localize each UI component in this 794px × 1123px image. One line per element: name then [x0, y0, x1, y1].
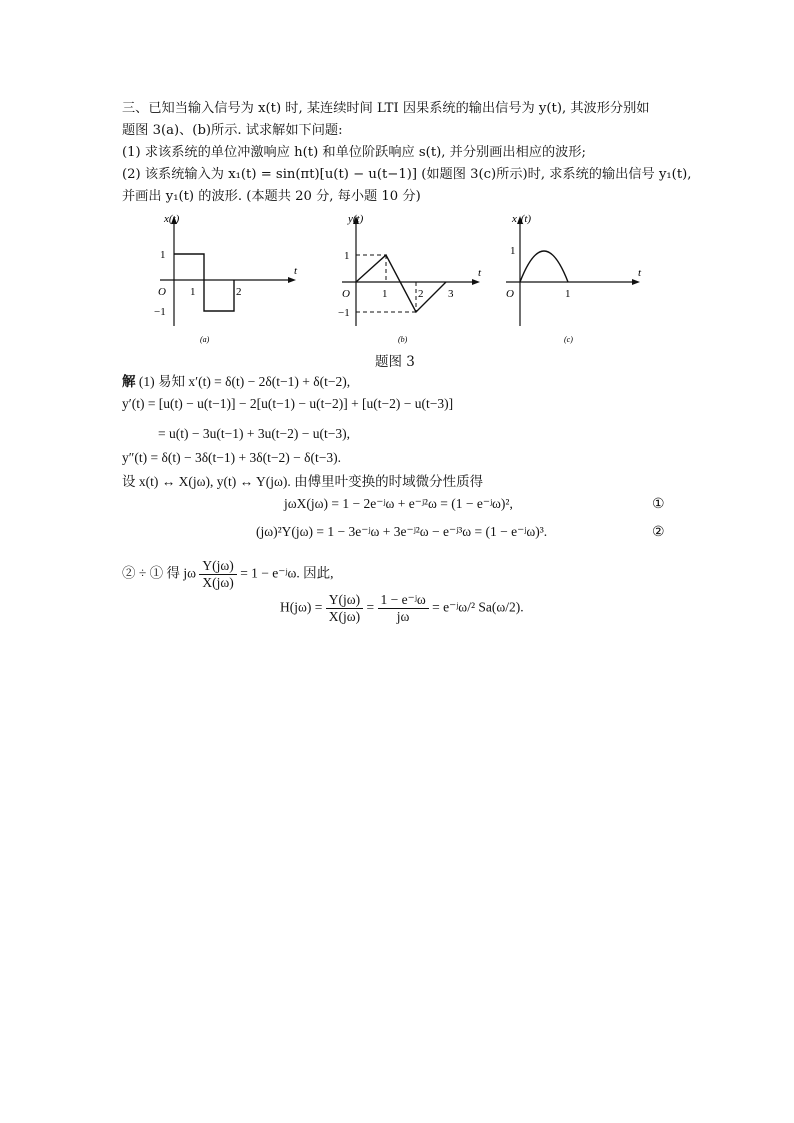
solution-eq8-fraction [199, 558, 236, 591]
figure-a-xtick-1: 1 [190, 286, 196, 298]
solution-eq9-fraction-2 [378, 592, 429, 625]
solution-eq1: (1) 易知 x′(t) = δ(t) − 2δ(t−1) + δ(t−2), [138, 374, 351, 389]
solution-eq8-numerator: Y(jω) [199, 558, 236, 575]
solution-eq2: y′(t) = [u(t) − u(t−1)] − 2[u(t−1) − u(t−2)] + [u(t−2) − u(t−3)] [122, 396, 454, 411]
solution-eq4: y″(t) = δ(t) − 3δ(t−1) + 3δ(t−2) − δ(t−3). [122, 450, 341, 465]
figure-b-ytick-1: 1 [344, 250, 350, 262]
solution-eq6: jωX(jω) = 1 − 2e⁻ʲω + e⁻ʲ²ω = (1 − e⁻ʲω)², [284, 496, 513, 511]
problem-line-5: 并画出 y₁(t) 的波形. (本题共 20 分, 每小题 10 分) [122, 189, 421, 204]
solution-eq9-lhs: H(jω) = [280, 599, 323, 615]
figure-c-sublabel: (c) [564, 335, 573, 344]
equation-tag-1: ① [652, 496, 665, 512]
equation-tag-2: ② [652, 524, 665, 540]
solution-eq3: = u(t) − 3u(t−1) + 3u(t−2) − u(t−3), [158, 426, 351, 441]
figure-b-ylabel: y(t) [348, 213, 364, 225]
figure-c-xlabel: t [638, 267, 642, 279]
figure-b [324, 208, 494, 352]
figure-c-ylabel: x₁(t) [512, 213, 532, 225]
solution-eq9-rhs: = e⁻ʲω/² Sa(ω/2). [432, 599, 524, 615]
figure-b-sublabel: (b) [398, 335, 408, 344]
figure-a-ylabel: x(t) [164, 213, 180, 225]
figure-c [494, 208, 654, 352]
solution-eq9-equals: = [366, 599, 375, 615]
solution-eq9-numerator-1: Y(jω) [326, 592, 363, 609]
solution-label: 解 [122, 374, 136, 390]
figure-b-xtick-2: 2 [418, 288, 424, 300]
solution-eq8-denominator: X(jω) [202, 575, 234, 590]
solution-eq7: (jω)²Y(jω) = 1 − 3e⁻ʲω + 3e⁻ʲ²ω − e⁻ʲ³ω = (1 − e⁻ʲω)³. [256, 524, 548, 539]
solution-eq8-pre: ② ÷ ① 得 jω [122, 565, 197, 581]
solution-line-1 [122, 370, 350, 390]
figure-a-xlabel: t [294, 265, 298, 277]
figure-a [140, 208, 310, 352]
figure-a-sublabel: (a) [200, 335, 210, 344]
figure-b-ytick-neg1: −1 [338, 307, 350, 319]
solution-eq9-numerator-2: 1 − e⁻ʲω [378, 592, 429, 609]
figure-c-xtick-1: 1 [565, 288, 571, 300]
problem-line-2: 题图 3(a)、(b)所示. 试求解如下问题: [122, 123, 343, 138]
solution-eq8 [122, 558, 334, 591]
figure-c-origin: O [506, 288, 514, 300]
figure-a-ytick-1: 1 [160, 249, 166, 261]
figure-a-origin: O [158, 286, 166, 298]
figure-b-xtick-1: 1 [382, 288, 388, 300]
solution-eq9-denominator-2: jω [396, 609, 410, 624]
problem-line-1: 三、已知当输入信号为 x(t) 时, 某连续时间 LTI 因果系统的输出信号为 y(t), 其波形分别如 [122, 101, 650, 116]
solution-eq9-denominator-1: X(jω) [328, 609, 361, 624]
figure-a-xtick-2: 2 [236, 286, 242, 298]
figure-b-xtick-3: 3 [448, 288, 454, 300]
figure-b-origin: O [342, 288, 350, 300]
figure-c-ytick-1: 1 [510, 245, 516, 257]
figure-caption: 题图 3 [375, 354, 415, 370]
figure-a-ytick-neg1: −1 [154, 306, 166, 318]
solution-eq5: 设 x(t) ↔ X(jω), y(t) ↔ Y(jω). 由傅里叶变换的时域微分性质得 [122, 474, 484, 489]
problem-line-4: (2) 该系统输入为 x₁(t) = sin(πt)[u(t) − u(t−1)] (如题图 3(c)所示)时, 求系统的输出信号 y₁(t), [122, 167, 692, 182]
problem-line-3: (1) 求该系统的单位冲激响应 h(t) 和单位阶跃响应 s(t), 并分别画出相应的波形; [122, 145, 586, 160]
figure-b-xlabel: t [478, 267, 482, 279]
solution-eq9-fraction-1 [326, 592, 363, 625]
solution-eq9 [280, 592, 524, 625]
solution-eq8-post: = 1 − e⁻ʲω. 因此, [240, 565, 334, 581]
